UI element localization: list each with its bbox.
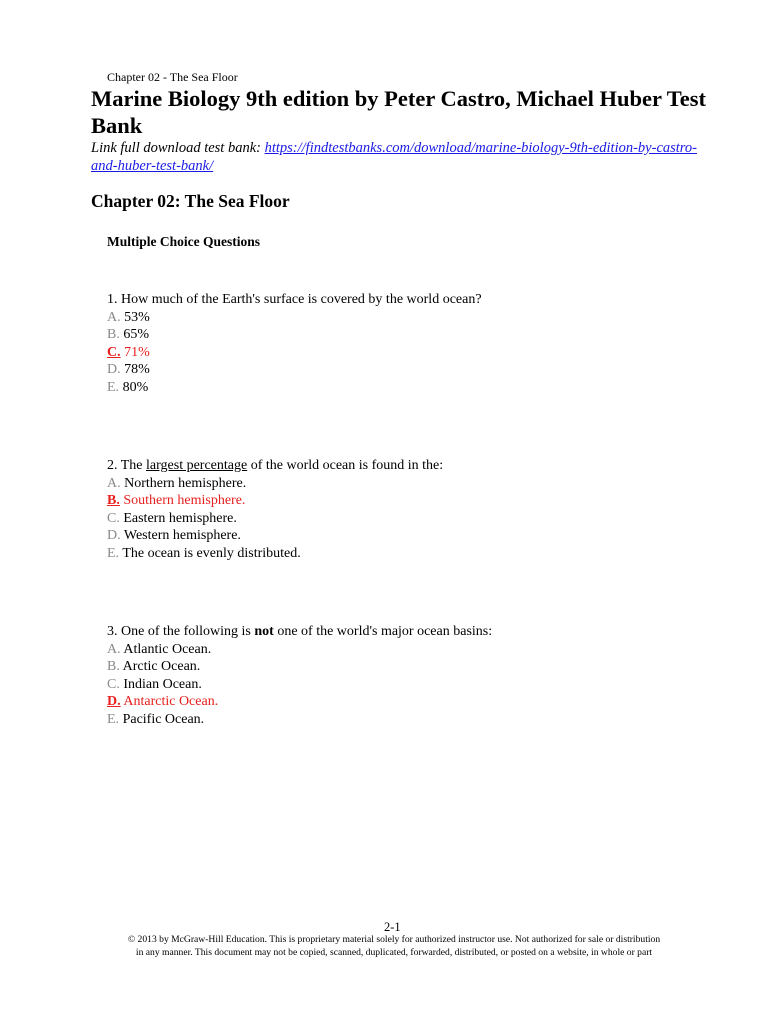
- option-letter: E.: [107, 379, 120, 395]
- download-link[interactable]: https://findtestbanks.com/download/marine-biology-9th-edition-by-castro-and-huber-test-bank/: [91, 140, 697, 174]
- option-letter: A.: [107, 309, 121, 325]
- option-text: 71%: [124, 344, 150, 360]
- question-1: [107, 291, 482, 396]
- option-a: [107, 475, 443, 493]
- option-letter: B.: [107, 659, 120, 674]
- option-text: 80%: [122, 379, 149, 395]
- option-e: [107, 379, 482, 397]
- option-letter: D.: [107, 694, 121, 709]
- copyright-footer: [104, 934, 684, 959]
- option-letter: D.: [107, 528, 121, 543]
- running-header: Chapter 02 - The Sea Floor: [107, 70, 238, 84]
- option-d: [107, 361, 482, 379]
- option-letter: C.: [107, 676, 120, 692]
- option-c: [107, 510, 443, 528]
- option-text: Western hemisphere.: [123, 528, 241, 543]
- option-d-correct: [107, 693, 492, 711]
- section-heading: Multiple Choice Questions: [107, 234, 261, 249]
- option-letter: A.: [107, 641, 121, 657]
- option-letter: C.: [107, 510, 120, 526]
- option-text: Pacific Ocean.: [122, 711, 205, 727]
- question-3: [107, 623, 492, 728]
- option-letter: C.: [107, 344, 121, 360]
- stem-prefix: 3. One of the following is: [107, 624, 255, 639]
- option-e: [107, 711, 492, 729]
- question-stem: [107, 457, 443, 475]
- option-a: [107, 641, 492, 659]
- chapter-heading: Chapter 02: The Sea Floor: [91, 191, 290, 211]
- option-text: Eastern hemisphere.: [123, 510, 237, 526]
- option-b-correct: [107, 492, 443, 510]
- option-letter: D.: [107, 362, 121, 377]
- download-link-line: [91, 139, 721, 175]
- option-c-correct: [107, 344, 482, 362]
- document-title: Marine Biology 9th edition by Peter Castro, Michael Huber Test Bank: [91, 86, 706, 138]
- option-text: 78%: [124, 362, 150, 377]
- stem-emphasis: not: [254, 624, 274, 639]
- option-e: [107, 545, 443, 563]
- option-text: Antarctic Ocean.: [123, 694, 219, 709]
- stem-emphasis: largest percentage: [146, 458, 248, 473]
- question-stem: 1. How much of the Earth's surface is covered by the world ocean?: [107, 292, 482, 307]
- option-letter: B.: [107, 493, 120, 508]
- option-text: The ocean is evenly distributed.: [122, 545, 301, 561]
- option-text: Arctic Ocean.: [122, 659, 201, 674]
- option-d: [107, 527, 443, 545]
- link-label: Link full download test bank:: [91, 140, 265, 156]
- option-text: 65%: [123, 327, 150, 342]
- option-letter: A.: [107, 475, 121, 491]
- option-letter: B.: [107, 327, 120, 342]
- footer-line-1: © 2013 by McGraw-Hill Education. This is proprietary material solely for authorized instructor use. Not authorized for sale or distribution: [127, 934, 661, 945]
- option-text: Atlantic Ocean.: [123, 641, 212, 657]
- question-2: [107, 457, 443, 562]
- footer-line-2: in any manner. This document may not be copied, scanned, duplicated, forwarded, distributed, or posted on a website, in whole or part: [135, 946, 653, 958]
- stem-suffix: one of the world's major ocean basins:: [273, 624, 493, 639]
- question-stem: [107, 623, 492, 641]
- stem-prefix: 2. The: [107, 458, 147, 473]
- option-text: Northern hemisphere.: [124, 475, 247, 491]
- option-text: Indian Ocean.: [123, 676, 202, 692]
- option-letter: E.: [107, 711, 120, 727]
- stem-suffix: of the world ocean is found in the:: [247, 458, 444, 473]
- option-b: [107, 326, 482, 344]
- option-c: [107, 676, 492, 694]
- option-b: [107, 658, 492, 676]
- option-a: [107, 309, 482, 327]
- option-text: 53%: [124, 309, 150, 325]
- option-text: Southern hemisphere.: [123, 493, 246, 508]
- page-number: 2-1: [384, 920, 401, 934]
- option-letter: E.: [107, 545, 120, 561]
